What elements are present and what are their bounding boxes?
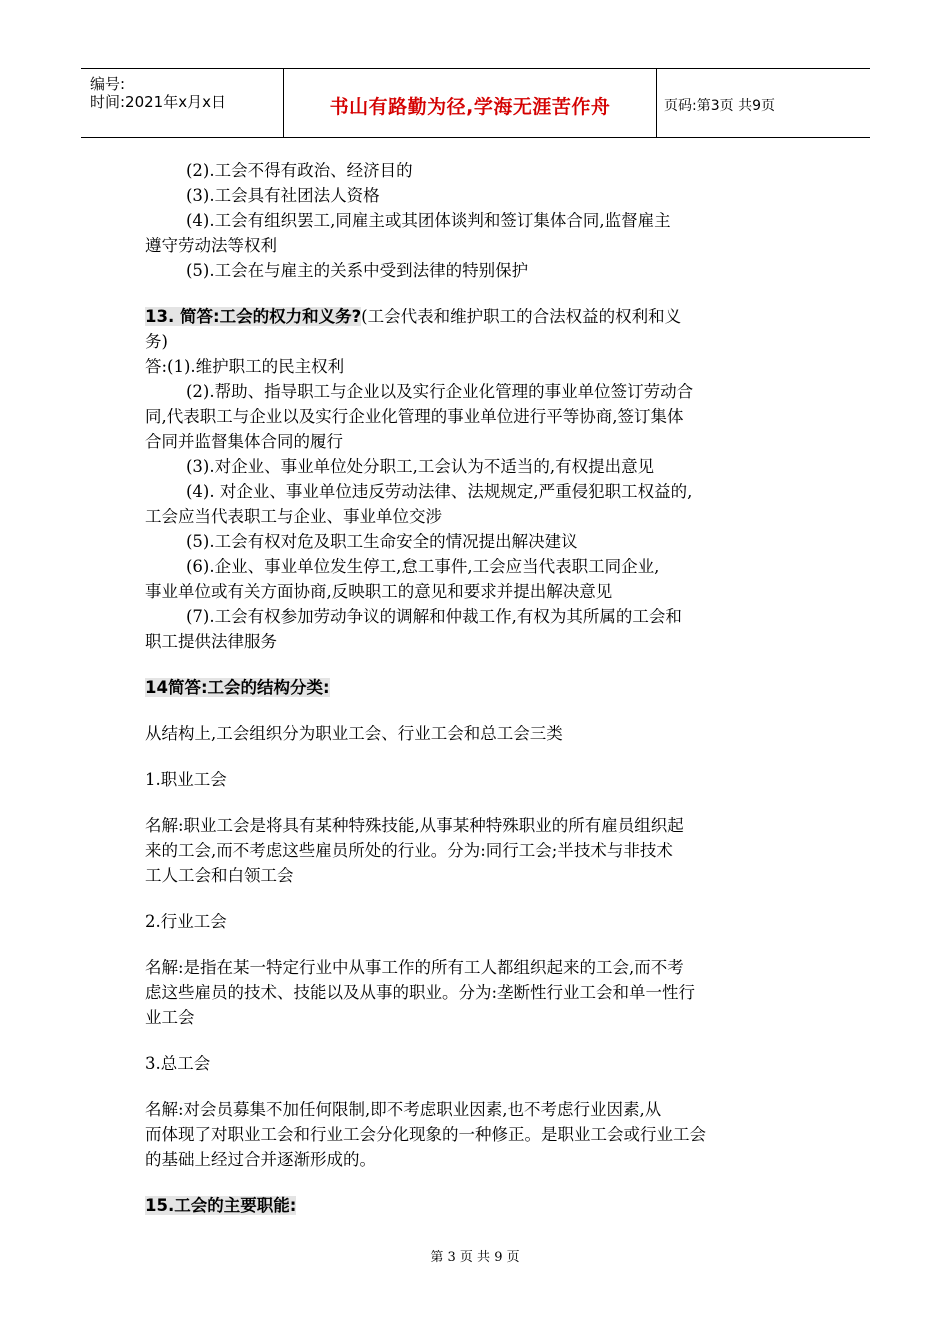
header-meta-cell bbox=[81, 69, 283, 137]
text-line: (3).对企业、事业单位处分职工,工会认为不适当的,有权提出意见 bbox=[186, 457, 655, 476]
text-line: (3).工会具有社团法人资格 bbox=[186, 186, 380, 205]
text-line: (7).工会有权参加劳动争议的调解和仲裁工作,有权为其所属的工会和 bbox=[186, 607, 682, 626]
text-line: 事业单位或有关方面协商,反映职工的意见和要求并提出解决意见 bbox=[145, 582, 613, 601]
question-13-heading: 13. 简答:工会的权力和义务? bbox=[145, 307, 362, 326]
text-line: 业工会 bbox=[145, 1008, 195, 1027]
text-line: 虑这些雇员的技术、技能以及从事的职业。分为:垄断性行业工会和单一性行 bbox=[145, 983, 696, 1002]
text-line: (4).工会有组织罢工,同雇主或其团体谈判和签订集体合同,监督雇主 bbox=[186, 211, 671, 230]
subheading: 3.总工会 bbox=[145, 1054, 211, 1073]
text-line: 答:(1).维护职工的民主权利 bbox=[145, 357, 345, 376]
header-motto: 书山有路勤为径,学海无涯苦作舟 bbox=[329, 96, 611, 118]
question-15-line bbox=[145, 1193, 810, 1218]
text-line: 同,代表职工与企业以及实行企业化管理的事业单位进行平等协商,签订集体 bbox=[145, 407, 684, 426]
document-body bbox=[145, 158, 810, 1218]
text-line: 而体现了对职业工会和行业工会分化现象的一种修正。是职业工会或行业工会 bbox=[145, 1125, 706, 1144]
text-line: 从结构上,工会组织分为职业工会、行业工会和总工会三类 bbox=[145, 724, 563, 743]
document-number-label: 编号: bbox=[90, 75, 126, 93]
text-line: (5).工会有权对危及职工生命安全的情况提出解决建议 bbox=[186, 532, 578, 551]
text-line: 来的工会,而不考虑这些雇员所处的行业。分为:同行工会;半技术与非技术 bbox=[145, 841, 673, 860]
text-line: 的基础上经过合并逐渐形成的。 bbox=[145, 1150, 376, 1169]
text-line: 工会应当代表职工与企业、事业单位交涉 bbox=[145, 507, 442, 526]
subheading: 1.职业工会 bbox=[145, 770, 227, 789]
text-line: (4). 对企业、事业单位违反劳动法律、法规规定,严重侵犯职工权益的, bbox=[186, 482, 693, 501]
text-line: 工人工会和白领工会 bbox=[145, 866, 294, 885]
question-13-line bbox=[145, 304, 810, 329]
question-15-heading: 15.工会的主要职能: bbox=[145, 1196, 297, 1215]
header-page-cell bbox=[656, 69, 870, 137]
text-line: (2).帮助、指导职工与企业以及实行企业化管理的事业单位签订劳动合 bbox=[186, 382, 694, 401]
text-line: 职工提供法律服务 bbox=[145, 632, 277, 651]
text-line: (5).工会在与雇主的关系中受到法律的特别保护 bbox=[186, 261, 529, 280]
text-line: (2).工会不得有政治、经济目的 bbox=[186, 161, 413, 180]
text-line: 遵守劳动法等权利 bbox=[145, 236, 277, 255]
question-14-heading: 14简答:工会的结构分类: bbox=[145, 678, 330, 697]
text-line: 合同并监督集体合同的履行 bbox=[145, 432, 343, 451]
header-motto-cell bbox=[283, 69, 657, 137]
question-14-line bbox=[145, 675, 810, 700]
text-line: 名解:是指在某一特定行业中从事工作的所有工人都组织起来的工会,而不考 bbox=[145, 958, 684, 977]
subheading: 2.行业工会 bbox=[145, 912, 227, 931]
text-line: 名解:对会员募集不加任何限制,即不考虑职业因素,也不考虑行业因素,从 bbox=[145, 1100, 662, 1119]
text-line: 务) bbox=[145, 332, 168, 351]
page-footer: 第 3 页 共 9 页 bbox=[430, 1250, 520, 1265]
document-time-label: 时间:2021年x月x日 bbox=[90, 93, 226, 111]
header-page-info: 页码:第3页 共9页 bbox=[664, 98, 775, 114]
text-line: 名解:职业工会是将具有某种特殊技能,从事某种特殊职业的所有雇员组织起 bbox=[145, 816, 684, 835]
document-header bbox=[81, 68, 870, 138]
text-line: (6).企业、事业单位发生停工,怠工事件,工会应当代表职工同企业, bbox=[186, 557, 660, 576]
question-13-note: (工会代表和维护职工的合法权益的权利和义 bbox=[361, 307, 682, 326]
